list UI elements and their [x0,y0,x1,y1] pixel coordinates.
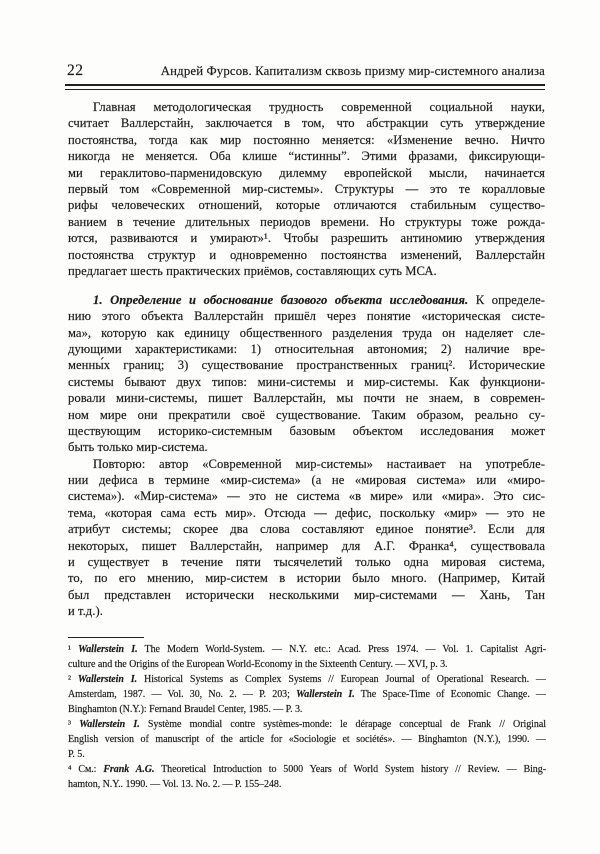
text-run: и т.д.). [68,604,103,619]
text-run: постоянства структур и одновременно постоянства изменений, Валлерстайн [68,247,545,262]
text-run: ма», которую как единицу общественного разделения труда он наделяет сле- [68,325,545,340]
emphasis-text: Wallerstein I. [296,689,355,700]
emphasis-text: Wallerstein I. [77,674,138,685]
text-run: и существует в течение пяти тысячелетий только одна мировая система, [68,555,545,570]
text-line [68,570,545,586]
text-run: ровали мини-системы, пишет Валлерстайн, мы почти не знаем, в современ- [68,391,545,406]
text-line [68,488,545,504]
text-run: дующими характеристиками: 1) относительная автономия; 2) наличие вре- [68,341,545,356]
text-line [68,777,546,792]
text-line [68,672,546,687]
text-run: The Modern World-System. — N.Y. etc.: Acad. Press 1974. — Vol. 1. Capitalist Agri- [137,644,546,655]
text-line [68,717,546,732]
text-line [68,325,545,341]
text-run: был представлен исторически несколькими мир-системами — Хань, Тан [68,587,545,602]
body-text [68,99,545,620]
text-line [68,148,545,164]
text-line [68,472,545,488]
text-run: Historical Systems as Complex Systems // European Journal of Operational Research. — [137,674,546,685]
text-line [68,263,545,279]
text-line [68,165,545,181]
text-line [68,642,546,657]
text-line [68,521,545,537]
text-run: никогда не меняется. Оба клише “истинны”. Этими фразами, фиксирующи- [68,149,545,164]
text-line [68,292,545,308]
text-run: то, по его мнению, мир-систем в истории было много. (Например, Китай [68,571,545,586]
text-line [68,747,546,762]
text-line [68,687,546,702]
text-run: Amsterdam, 1987. — Vol. 30, No. 2. — P. 203; [68,689,297,700]
text-run: постоянства, тогда как мир постоянно меняется: «Изменение вечно. Ничто [68,132,545,147]
text-run: Binghamton (N.Y.): Fernand Braudel Center, 1985. — P. 3. [68,704,303,715]
text-run: менны́х границ; 3) существование пространственных границ². Исторические [68,358,545,373]
text-run: рифы человеческих отношений, которые отличаются стабильным существо- [68,198,545,213]
text-line [68,115,545,131]
header-rule [65,84,545,90]
text-line [68,390,545,406]
text-line [68,423,545,439]
text-run: English version of manuscript of the article for «Sociologie et sociétés». — Binghamton (N.Y.), 1990. — [68,734,546,745]
text-line [68,587,545,603]
text-run: предлагает шесть практических приёмов, составляющих суть МСА. [68,263,437,278]
text-line [68,407,545,423]
text-run: ются, развиваются и умирают»¹. Чтобы разрешить антиномию утверждения [68,231,545,246]
text-line [68,341,545,357]
text-line [68,702,546,717]
text-run: система»). «Мир-система» — это не система «в мире» или «мира». Это сис- [68,489,545,504]
text-run: нии дефиса в термине «мир-система» (а не «мировая система» или «миро- [68,473,545,488]
text-run: Theoretical Introduction to 5000 Years of World System history // Review. — Bing- [154,764,546,775]
text-line [68,657,546,672]
text-line [68,603,545,619]
emphasis-text: Frank A.G. [103,764,155,775]
text-line [68,732,546,747]
text-line [68,181,545,197]
text-line [68,197,545,213]
emphasis-text: 1. Определение и обоснование базового объекта исследования. [93,292,469,307]
text-run: ¹ [68,644,79,655]
text-run: ществующим историко-системным базовым объектом исследования может [68,423,545,438]
text-run: быть только мир-система. [68,440,208,455]
text-run: считает Валлерстайн, заключается в том, что абстракции суть утверждение [68,116,545,131]
text-line [68,308,545,324]
emphasis-text: Wallerstein I. [79,719,140,730]
text-line [68,247,545,263]
text-run: ² [68,674,78,685]
text-line [68,357,545,373]
text-run: ми гераклитово-парменидовскую дилемму европейской мысли, начинается [68,165,545,180]
text-run: Главная методологическая трудность современной социальной науки, [93,100,545,114]
text-run: первый том «Современной мир-системы». Структуры — это те коралловые [68,181,545,196]
running-title: Андрей Фурсов. Капитализм сквозь призму мир-системного анализа [160,64,545,78]
text-line [68,230,545,246]
text-line [68,538,545,554]
text-run: тема, «которая сама есть мир». Отсюда — дефис, поскольку «мир» — это не [68,505,545,520]
text-line [68,214,545,230]
text-run: The Space-Time of Economic Change. — [354,689,546,700]
text-line [68,554,545,570]
text-line [68,456,545,472]
text-line [68,762,546,777]
text-run: К определе- [468,292,545,307]
text-line [68,439,545,455]
footnote-rule [68,637,144,638]
text-line [68,99,545,115]
text-run: ном мире они прекратили своё существование. Таким образом, реально су- [68,407,545,422]
text-run: системы бывают двух типов: мини-системы и мир-системы. Как функциони- [68,374,545,389]
text-run: некоторых, пишет Валлерстайн, например для А.Г. Франка⁴, существовала [68,538,545,553]
text-run: ⁴ См.: [68,764,104,775]
page-header [67,62,545,80]
text-run: P. 5. [68,749,85,760]
text-line [68,505,545,521]
footnotes [68,642,546,792]
text-run: ³ [68,719,80,730]
text-run: Système mondial contre systèmes-monde: le dérapage conceptual de Frank // Original [139,719,546,730]
text-run: атрибут системы; скорее два слова составляют единое понятие³. Если для [68,522,545,537]
text-run: culture and the Origins of the European World-Economy in the Sixteenth Century. — XVI, p. 3. [68,659,448,670]
text-run: ванием в течение длительных периодов времени. Но структуры тоже рожда- [68,214,545,229]
emphasis-text: Wallerstein I. [78,644,138,655]
page-number: 22 [67,62,84,79]
text-run: Повторю: автор «Современной мир-системы» настаивает на употребле- [93,456,545,471]
text-line [68,374,545,390]
text-run: hamton, N.Y.. 1990. — Vol. 13. No. 2. — P. 155–248. [68,779,282,790]
text-line [68,132,545,148]
text-run: нию этого объекта Валлерстайн пришёл через понятие «историческая систе- [68,309,545,324]
